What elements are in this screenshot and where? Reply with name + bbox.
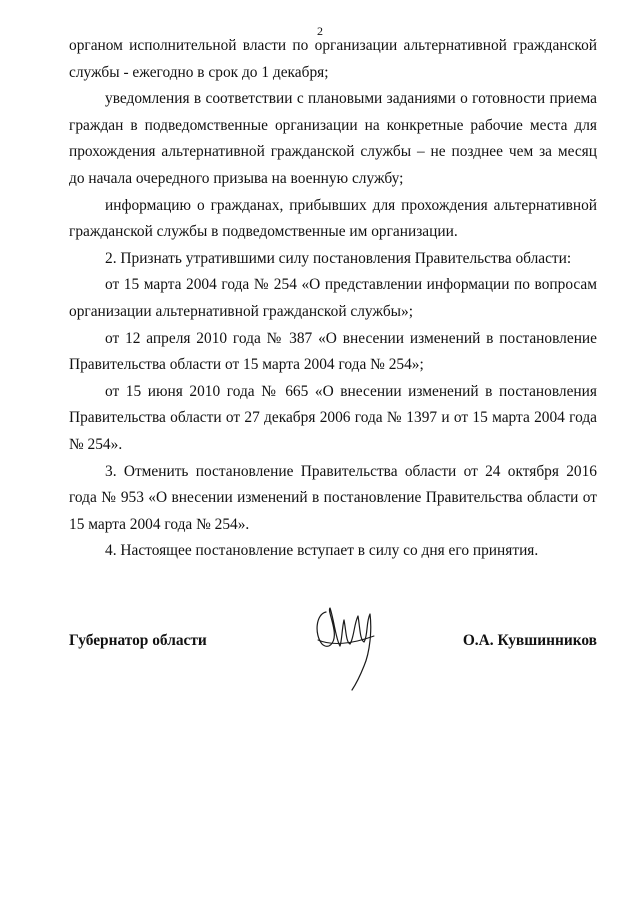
- paragraph-item-4: 4. Настоящее постановление вступает в силу со дня его принятия.: [105, 542, 539, 560]
- handwritten-signature: [312, 600, 382, 692]
- paragraph-citizens-info: информацию о гражданах, прибывших для прохождения альтернативной гражданской службы в подведомственные им организации.: [69, 196, 597, 241]
- paragraph-continuation: органом исполнительной власти по организации альтернативной гражданской службы - ежегодно в срок до 1 декабря;: [69, 37, 597, 81]
- page-number: 2: [317, 24, 323, 38]
- document-body: [69, 33, 597, 565]
- paragraph-resolution-387: от 12 апреля 2010 года № 387 «О внесении изменений в постановление Правительства области от 15 марта 2004 года № 254»;: [69, 329, 597, 374]
- paragraph-resolution-254: от 15 марта 2004 года № 254 «О представлении информации по вопросам организации альтернативной гражданской службы»;: [69, 276, 597, 320]
- paragraph-notifications: уведомления в соответствии с плановыми заданиями о готовности приема граждан в подведомственные организации на конкретные рабочие места для прохождения альтернативной гражданской службы – не позднее чем за месяц до начала очередного призыва на военную службу;: [69, 90, 597, 187]
- paragraph-item-2: 2. Признать утратившими силу постановления Правительства области:: [105, 249, 572, 267]
- signatory-title: Губернатор области: [69, 632, 207, 649]
- signatory-name: О.А. Кувшинников: [462, 632, 597, 649]
- paragraph-item-3: 3. Отменить постановление Правительства области от 24 октября 2016 года № 953 «О внесении изменений в постановление Правительства области от 15 марта 2004 года № 254».: [69, 462, 597, 533]
- paragraph-resolution-665: от 15 июня 2010 года № 665 «О внесении изменений в постановления Правительства области от 27 декабря 2006 года № 1397 и от 15 марта 2004 года № 254».: [69, 382, 597, 453]
